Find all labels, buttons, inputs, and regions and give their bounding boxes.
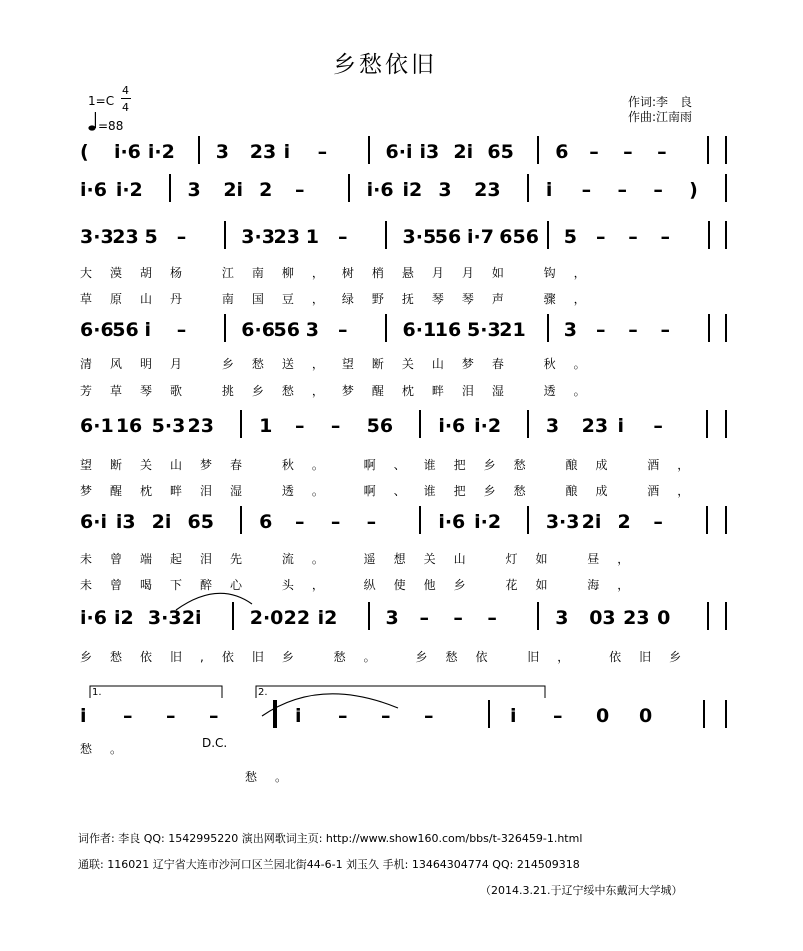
note: – xyxy=(628,319,638,341)
note: 56 xyxy=(434,226,462,248)
note: 3 xyxy=(385,607,399,629)
note: i·6 xyxy=(438,511,466,533)
note: – xyxy=(553,705,563,727)
note: 2i xyxy=(181,607,202,629)
tempo: =88 xyxy=(98,119,124,133)
note: i xyxy=(283,141,291,163)
note: – xyxy=(487,607,497,629)
note: 2i xyxy=(151,511,172,533)
note: 56 xyxy=(366,415,394,437)
note: – xyxy=(657,141,667,163)
composer-credit: 作曲:江南雨 xyxy=(628,110,693,124)
note: – xyxy=(295,179,305,201)
note: 23 xyxy=(273,226,300,248)
volta-bracket-1 xyxy=(90,686,222,698)
note: i·2 xyxy=(115,179,143,201)
note: – xyxy=(424,705,434,727)
note: 5 xyxy=(144,226,158,248)
note: – xyxy=(453,607,463,629)
note: 5·3 xyxy=(467,319,501,341)
note: 6 xyxy=(555,141,569,163)
note: 3·3 xyxy=(241,226,275,248)
note: 0 xyxy=(596,705,610,727)
note: – xyxy=(589,141,599,163)
note: i xyxy=(545,179,553,201)
time-signature-bottom: 4 xyxy=(122,101,129,114)
note: 3·5 xyxy=(402,226,437,248)
note: 2i xyxy=(223,179,244,201)
note: 3·3 xyxy=(545,511,580,533)
note: – xyxy=(295,511,305,533)
note: – xyxy=(209,705,219,727)
note: i·7 xyxy=(467,226,494,248)
note: 1 xyxy=(305,226,319,248)
footer-line-2: 通联: 116021 辽宁省大连市沙河口区兰园北街44-6-1 刘玉久 手机: 13464304774 QQ: 214509318 xyxy=(78,858,580,871)
note: 1 xyxy=(259,415,273,437)
note: i·2 xyxy=(474,415,502,437)
lyric-line: 愁。 xyxy=(245,770,306,784)
note: 3 xyxy=(545,415,560,437)
note: – xyxy=(295,415,305,437)
note: 3 xyxy=(555,607,569,629)
note: 6·1 xyxy=(80,415,114,437)
lyric-line: 乡愁依旧,依旧乡 愁。 乡愁依 旧， 依旧乡 xyxy=(80,650,700,664)
lyricist-credit: 作词:李 良 xyxy=(628,95,693,109)
note: 2i xyxy=(581,511,602,533)
note: ) xyxy=(689,179,698,201)
note: i·6 xyxy=(438,415,466,437)
note: 23 xyxy=(249,141,277,163)
note: – xyxy=(366,511,377,533)
note: 23 xyxy=(112,226,139,248)
volta-label: 1. xyxy=(92,687,102,698)
note: – xyxy=(653,179,663,201)
note: – xyxy=(596,226,606,248)
note: – xyxy=(330,511,341,533)
note: 0 xyxy=(639,705,653,727)
note: i xyxy=(144,319,152,341)
note: 6·i xyxy=(385,141,413,163)
tie-arc xyxy=(176,593,252,610)
note: 16 xyxy=(434,319,462,341)
note: 3 xyxy=(438,179,452,201)
lyric-line: 望断关山梦春 秋。 啊、谁把乡愁 酿成 酒， xyxy=(80,458,708,472)
note: 56 xyxy=(273,319,300,341)
note: – xyxy=(628,226,638,248)
note: 3 xyxy=(305,319,319,341)
lyric-line: 草原山丹 南国豆，绿野抚琴琴声 骤， xyxy=(80,292,604,306)
note: 3 xyxy=(187,179,201,201)
note: 6·i xyxy=(80,511,107,533)
lyric-line: 未曾端起泪先 流。 遥想关山 灯如 昼， xyxy=(80,552,648,566)
note: i·2 xyxy=(474,511,502,533)
volta-label: 2. xyxy=(258,687,268,698)
note: 5·3 xyxy=(151,415,186,437)
note: i3 xyxy=(115,511,136,533)
note: i xyxy=(80,705,87,727)
note: 23 xyxy=(187,415,214,437)
note: ( xyxy=(80,141,89,163)
note: 6·6 xyxy=(80,319,114,341)
footer-line-1: 词作者: 李良 QQ: 1542995220 演出网歌词主页: http://www.show160.com/bbs/t-326459-1.html xyxy=(78,832,583,845)
note: 2 xyxy=(617,511,631,533)
note: – xyxy=(338,319,348,341)
note: – xyxy=(596,319,606,341)
note: 3 xyxy=(215,141,230,163)
note: i·6 xyxy=(113,141,141,163)
note: – xyxy=(330,415,341,437)
note: – xyxy=(317,141,328,163)
note: 56 xyxy=(112,319,139,341)
note: 2 xyxy=(259,179,273,201)
lyric-line: 清风明月 乡愁送，望断关山梦春 秋。 xyxy=(80,357,604,371)
note: – xyxy=(660,319,670,341)
note: – xyxy=(653,415,663,437)
note: 5 xyxy=(563,226,577,248)
note: 22 xyxy=(283,607,311,629)
volta-bracket-2 xyxy=(256,686,545,698)
tie-arc xyxy=(262,694,398,716)
note: – xyxy=(623,141,633,163)
note: – xyxy=(660,226,670,248)
note: 23 xyxy=(623,607,650,629)
note: – xyxy=(338,226,348,248)
note: i·6 xyxy=(366,179,394,201)
note: 65 xyxy=(187,511,214,533)
note: i xyxy=(295,705,302,727)
note: i·6 xyxy=(80,179,107,201)
da-capo-marking: D.C. xyxy=(202,736,228,750)
lyric-line: 未曾喝下醉心 头， 纵使他乡 花如 海， xyxy=(80,578,648,592)
note: – xyxy=(123,705,133,727)
note: – xyxy=(653,511,663,533)
note: i xyxy=(510,705,517,727)
page-title: 乡愁依旧 xyxy=(333,52,437,78)
note: 21 xyxy=(499,319,526,341)
note: – xyxy=(338,705,348,727)
note: 3·3 xyxy=(80,226,114,248)
note: 0 xyxy=(657,607,671,629)
note: i2 xyxy=(402,179,423,201)
lyric-line: 芳草琴歌 挑乡愁，梦醒枕畔泪湿 透。 xyxy=(80,384,604,398)
note: 23 xyxy=(581,415,609,437)
note: – xyxy=(176,226,187,248)
note: 23 xyxy=(474,179,501,201)
note: i2 xyxy=(113,607,134,629)
note: – xyxy=(617,179,627,201)
note: – xyxy=(176,319,187,341)
note: 3·3 xyxy=(147,607,182,629)
note: – xyxy=(419,607,429,629)
note: i·6 xyxy=(80,607,107,629)
time-signature-top: 4 xyxy=(122,84,129,97)
footer-line-3: （2014.3.21.于辽宁绥中东戴河大学城） xyxy=(480,884,683,897)
lyric-line: 大漠胡杨 江南柳，树梢悬月月如 钩， xyxy=(80,266,604,280)
note: 16 xyxy=(115,415,143,437)
note: 2·0 xyxy=(249,607,284,629)
note: 656 xyxy=(499,226,539,248)
note: 03 xyxy=(589,607,616,629)
note: i xyxy=(617,415,625,437)
note: i3 xyxy=(419,141,440,163)
key-signature: 1=C xyxy=(88,94,115,108)
note: i2 xyxy=(317,607,338,629)
note: – xyxy=(166,705,176,727)
note: – xyxy=(381,705,391,727)
note: – xyxy=(581,179,592,201)
note: 6·1 xyxy=(402,319,437,341)
lyric-line: 愁。 xyxy=(80,742,141,756)
note: 3 xyxy=(563,319,577,341)
note: 6·6 xyxy=(241,319,275,341)
lyric-line: 梦醒枕畔泪湿 透。 啊、谁把乡愁 酿成 酒， xyxy=(80,484,708,498)
note: 2i xyxy=(453,141,474,163)
note: 65 xyxy=(487,141,514,163)
note: 6 xyxy=(259,511,273,533)
note: i·2 xyxy=(147,141,175,163)
